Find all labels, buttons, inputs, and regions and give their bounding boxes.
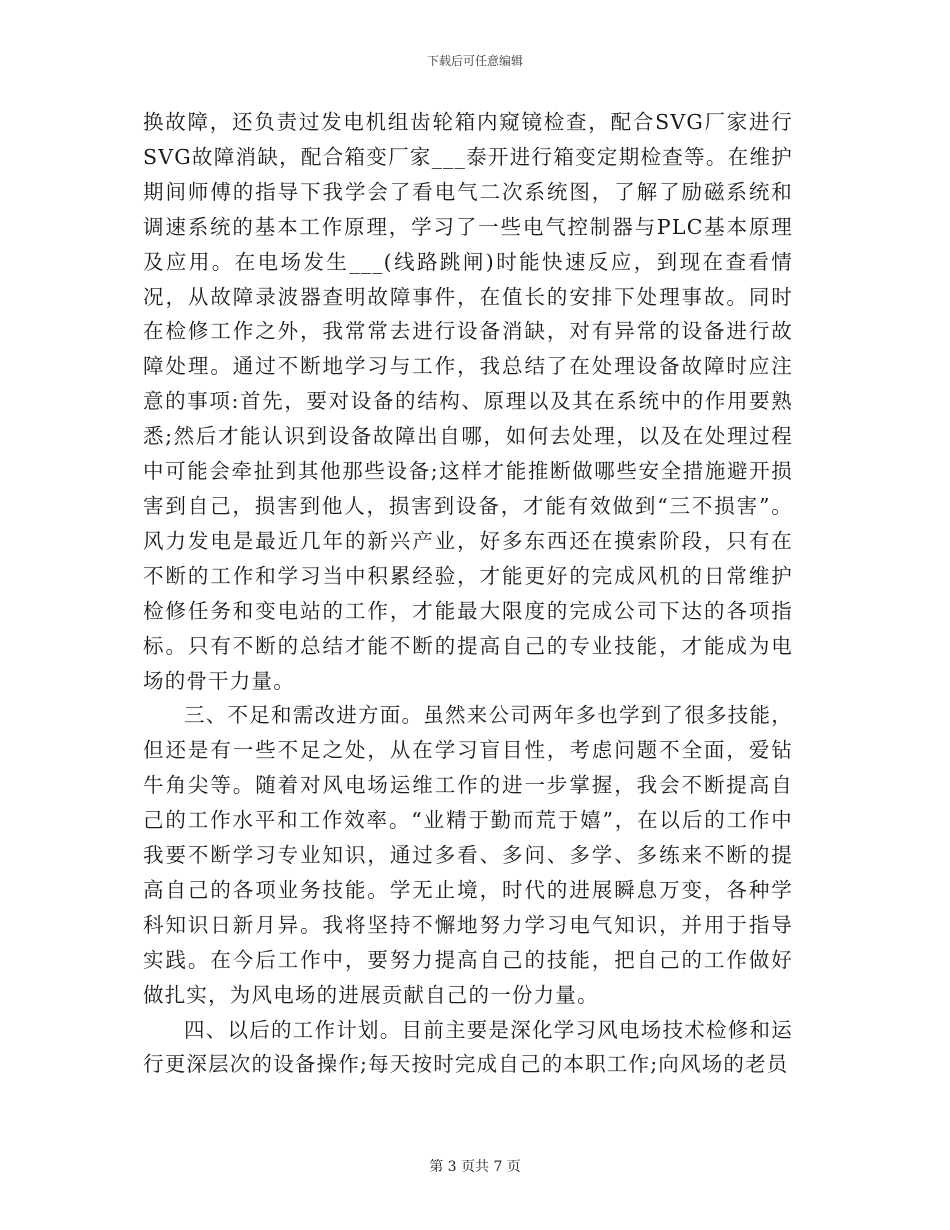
page-header-note: 下载后可任意编辑 bbox=[426, 54, 523, 68]
document-body bbox=[143, 105, 793, 1082]
body-paragraph: 三、不足和需改进方面。虽然来公司两年多也学到了很多技能，但还是有一些不足之处，从在学习盲目性，考虑问题不全面，爱钻牛角尖等。随着对风电场运维工作的进一步掌握，我会不断提高自己的工作水平和工作效率。“业精于勤而荒于嬉”，在以后的工作中我要不断学习专业知识，通过多看、多问、多学、多练来不断的提高自己的各项业务技能。学无止境，时代的进展瞬息万变，各种学科知识日新月异。我将坚持不懈地努力学习电气知识，并用于指导实践。在今后工作中，要努力提高自己的技能，把自己的工作做好做扎实，为风电场的进展贡献自己的一份力量。 bbox=[143, 703, 793, 1007]
page-number: 第 3 页共 7 页 bbox=[429, 1159, 521, 1175]
body-paragraph: 换故障，还负责过发电机组齿轮箱内窥镜检查，配合SVG厂家进行SVG故障消缺，配合箱变厂家___泰开进行箱变定期检查等。在维护期间师傅的指导下我学会了看电气二次系统图，了解了励磁系统和调速系统的基本工作原理，学习了一些电气控制器与PLC基本原理及应用。在电场发生___(线路跳闸)时能快速反应，到现在查看情况，从故障录波器查明故障事件，在值长的安排下处理事故。同时在检修工作之外，我常常去进行设备消缺，对有异常的设备进行故障处理。通过不断地学习与工作，我总结了在处理设备故障时应注意的事项:首先，要对设备的结构、原理以及其在系统中的作用要熟悉;然后才能认识到设备故障出自哪，如何去处理，以及在处理过程中可能会牵扯到其他那些设备;这样才能推断做哪些安全措施避开损害到自己，损害到他人，损害到设备，才能有效做到“三不损害”。风力发电是最近几年的新兴产业，好多东西还在摸索阶段，只有在不断的工作和学习当中积累经验，才能更好的完成风机的日常维护检修任务和变电站的工作，才能最大限度的完成公司下达的各项指标。只有不断的总结才能不断的提高自己的专业技能，才能成为电场的骨干力量。 bbox=[143, 110, 793, 693]
body-paragraph: 四、以后的工作计划。目前主要是深化学习风电场技术检修和运行更深层次的设备操作;每天按时完成自己的本职工作;向风场的老员 bbox=[143, 1017, 793, 1077]
